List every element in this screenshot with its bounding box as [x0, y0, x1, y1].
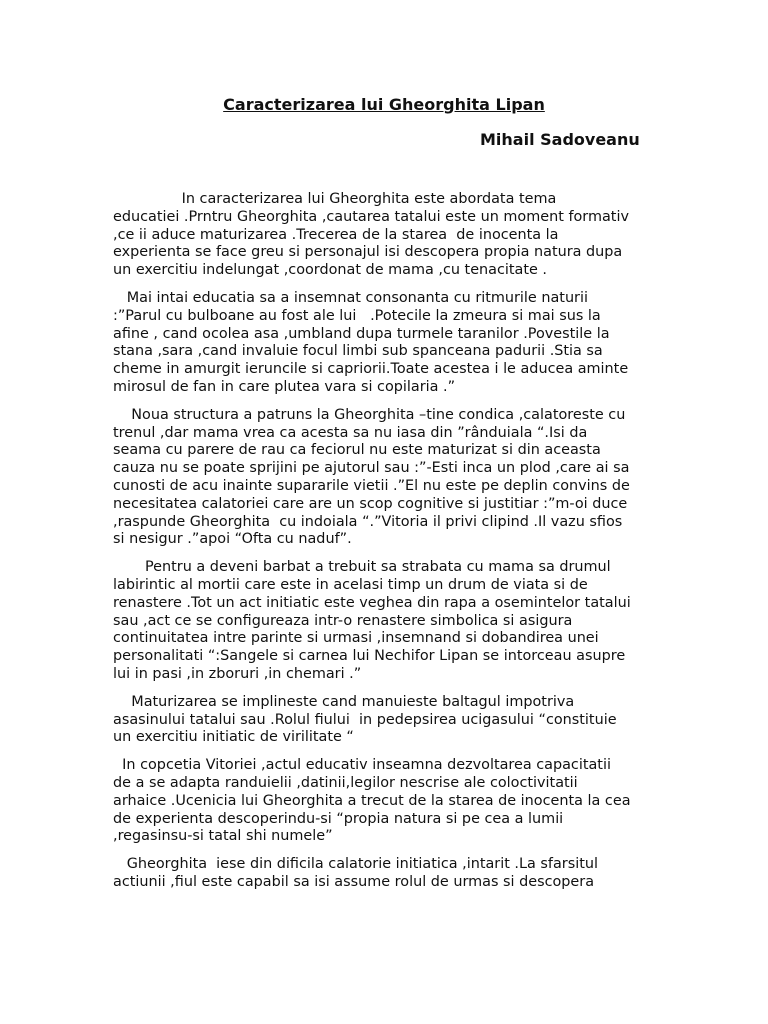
paragraph-line: educatiei .Prntru Gheorghita ,cautarea tatalui este un moment formativ	[113, 208, 629, 225]
document-body	[113, 191, 658, 902]
paragraph-line: In caracterizarea lui Gheorghita este abordata tema	[113, 191, 557, 207]
paragraph-line: continuitatea intre parinte si urmasi ,insemnand si dobandirea unei	[113, 630, 599, 647]
paragraph-line: Maturizarea se implineste cand manuieste baltagul impotriva	[113, 693, 575, 710]
paragraph-line: de experienta descoperindu-si “propia natura si pe cea a lumii	[113, 810, 564, 827]
paragraph-line: In copcetia Vitoriei ,actul educativ inseamna dezvoltarea capacitatii	[113, 757, 611, 774]
paragraph	[113, 407, 658, 549]
paragraph-line: afine , cand ocolea asa ,umbland dupa turmele taranilor .Povestile la	[113, 325, 610, 342]
paragraph-line: personalitati “:Sangele si carnea lui Nechifor Lipan se intorceau asupre	[113, 648, 626, 665]
paragraph-line: ,raspunde Gheorghita cu indoiala “.”Vitoria il privi clipind .Il vazu sfios	[113, 513, 623, 530]
paragraph-line: actiunii ,fiul este capabil sa isi assume rolul de urmas si descopera	[113, 873, 595, 890]
paragraph	[113, 559, 658, 684]
paragraph-line: sau ,act ce se configureaza intr-o renastere simbolica si asigura	[113, 612, 573, 629]
paragraph-line: mirosul de fan in care plutea vara si copilaria .”	[113, 378, 456, 395]
paragraph-line: de a se adapta randuielii ,datinii,legilor nescrise ale coloctivitatii	[113, 774, 578, 791]
paragraph-line: renastere .Tot un act initiatic este veghea din rapa a osemintelor tatalui	[113, 594, 631, 611]
paragraph-line: lui in pasi ,in zboruri ,in chemari .”	[113, 665, 362, 682]
paragraph-line: Gheorghita iese din dificila calatorie initiatica ,intarit .La sfarsitul	[113, 856, 598, 873]
paragraph-line: asasinului tatalui sau .Rolul fiului in pedepsirea ucigasului “constituie	[113, 711, 617, 728]
paragraph-line: ,ce ii aduce maturizarea .Trecerea de la starea de inocenta la	[113, 226, 559, 243]
paragraph-line: un exercitiu indelungat ,coordonat de mama ,cu tenacitate .	[113, 262, 548, 279]
paragraph-line: Noua structura a patruns la Gheorghita –tine condica ,calatoreste cu	[113, 406, 626, 423]
paragraph-line: labirintic al mortii care este in acelasi timp un drum de viata si de	[113, 576, 588, 593]
paragraph	[113, 290, 658, 397]
paragraph-line: trenul ,dar mama vrea ca acesta sa nu iasa din ”rânduiala “.Isi da	[113, 424, 588, 441]
paragraph-line: seama cu parere de rau ca feciorul nu este maturizat si din aceasta	[113, 442, 601, 459]
paragraph-line: arhaice .Ucenicia lui Gheorghita a trecut de la starea de inocenta la cea	[113, 792, 631, 809]
paragraph-line: stana ,sara ,cand invaluie focul limbi sub spanceana padurii .Stia sa	[113, 343, 603, 360]
paragraph	[113, 757, 658, 846]
paragraph-line: Mai intai educatia sa a insemnat consonanta cu ritmurile naturii	[113, 289, 588, 306]
paragraph	[113, 191, 658, 280]
paragraph-line: :”Parul cu bulboane au fost ale lui .Potecile la zmeura si mai sus la	[113, 307, 601, 324]
paragraph-line: ,regasinsu-si tatal shi numele”	[113, 828, 333, 845]
paragraph-line: cauza nu se poate sprijini pe ajutorul sau :”-Esti inca un plod ,care ai sa	[113, 460, 630, 477]
paragraph	[113, 856, 658, 892]
paragraph-line: Pentru a deveni barbat a trebuit sa strabata cu mama sa drumul	[113, 559, 611, 576]
document-author: Mihail Sadoveanu	[480, 130, 640, 149]
paragraph-line: necesitatea calatoriei care are un scop cognitive si justitiar :”m-oi duce	[113, 495, 628, 512]
paragraph	[113, 694, 658, 747]
paragraph-line: si nesigur .”apoi “Ofta cu naduf”.	[113, 531, 352, 548]
paragraph-line: cheme in amurgit ieruncile si capriorii.Toate acestea i le aducea aminte	[113, 361, 629, 378]
paragraph-line: experienta se face greu si personajul isi descopera propia natura dupa	[113, 244, 623, 261]
paragraph-line: cunosti de acu inainte supararile vietii .”El nu este pe deplin convins de	[113, 477, 630, 494]
paragraph-line: un exercitiu initiatic de virilitate “	[113, 729, 354, 746]
document-title: Caracterizarea lui Gheorghita Lipan	[223, 95, 545, 114]
